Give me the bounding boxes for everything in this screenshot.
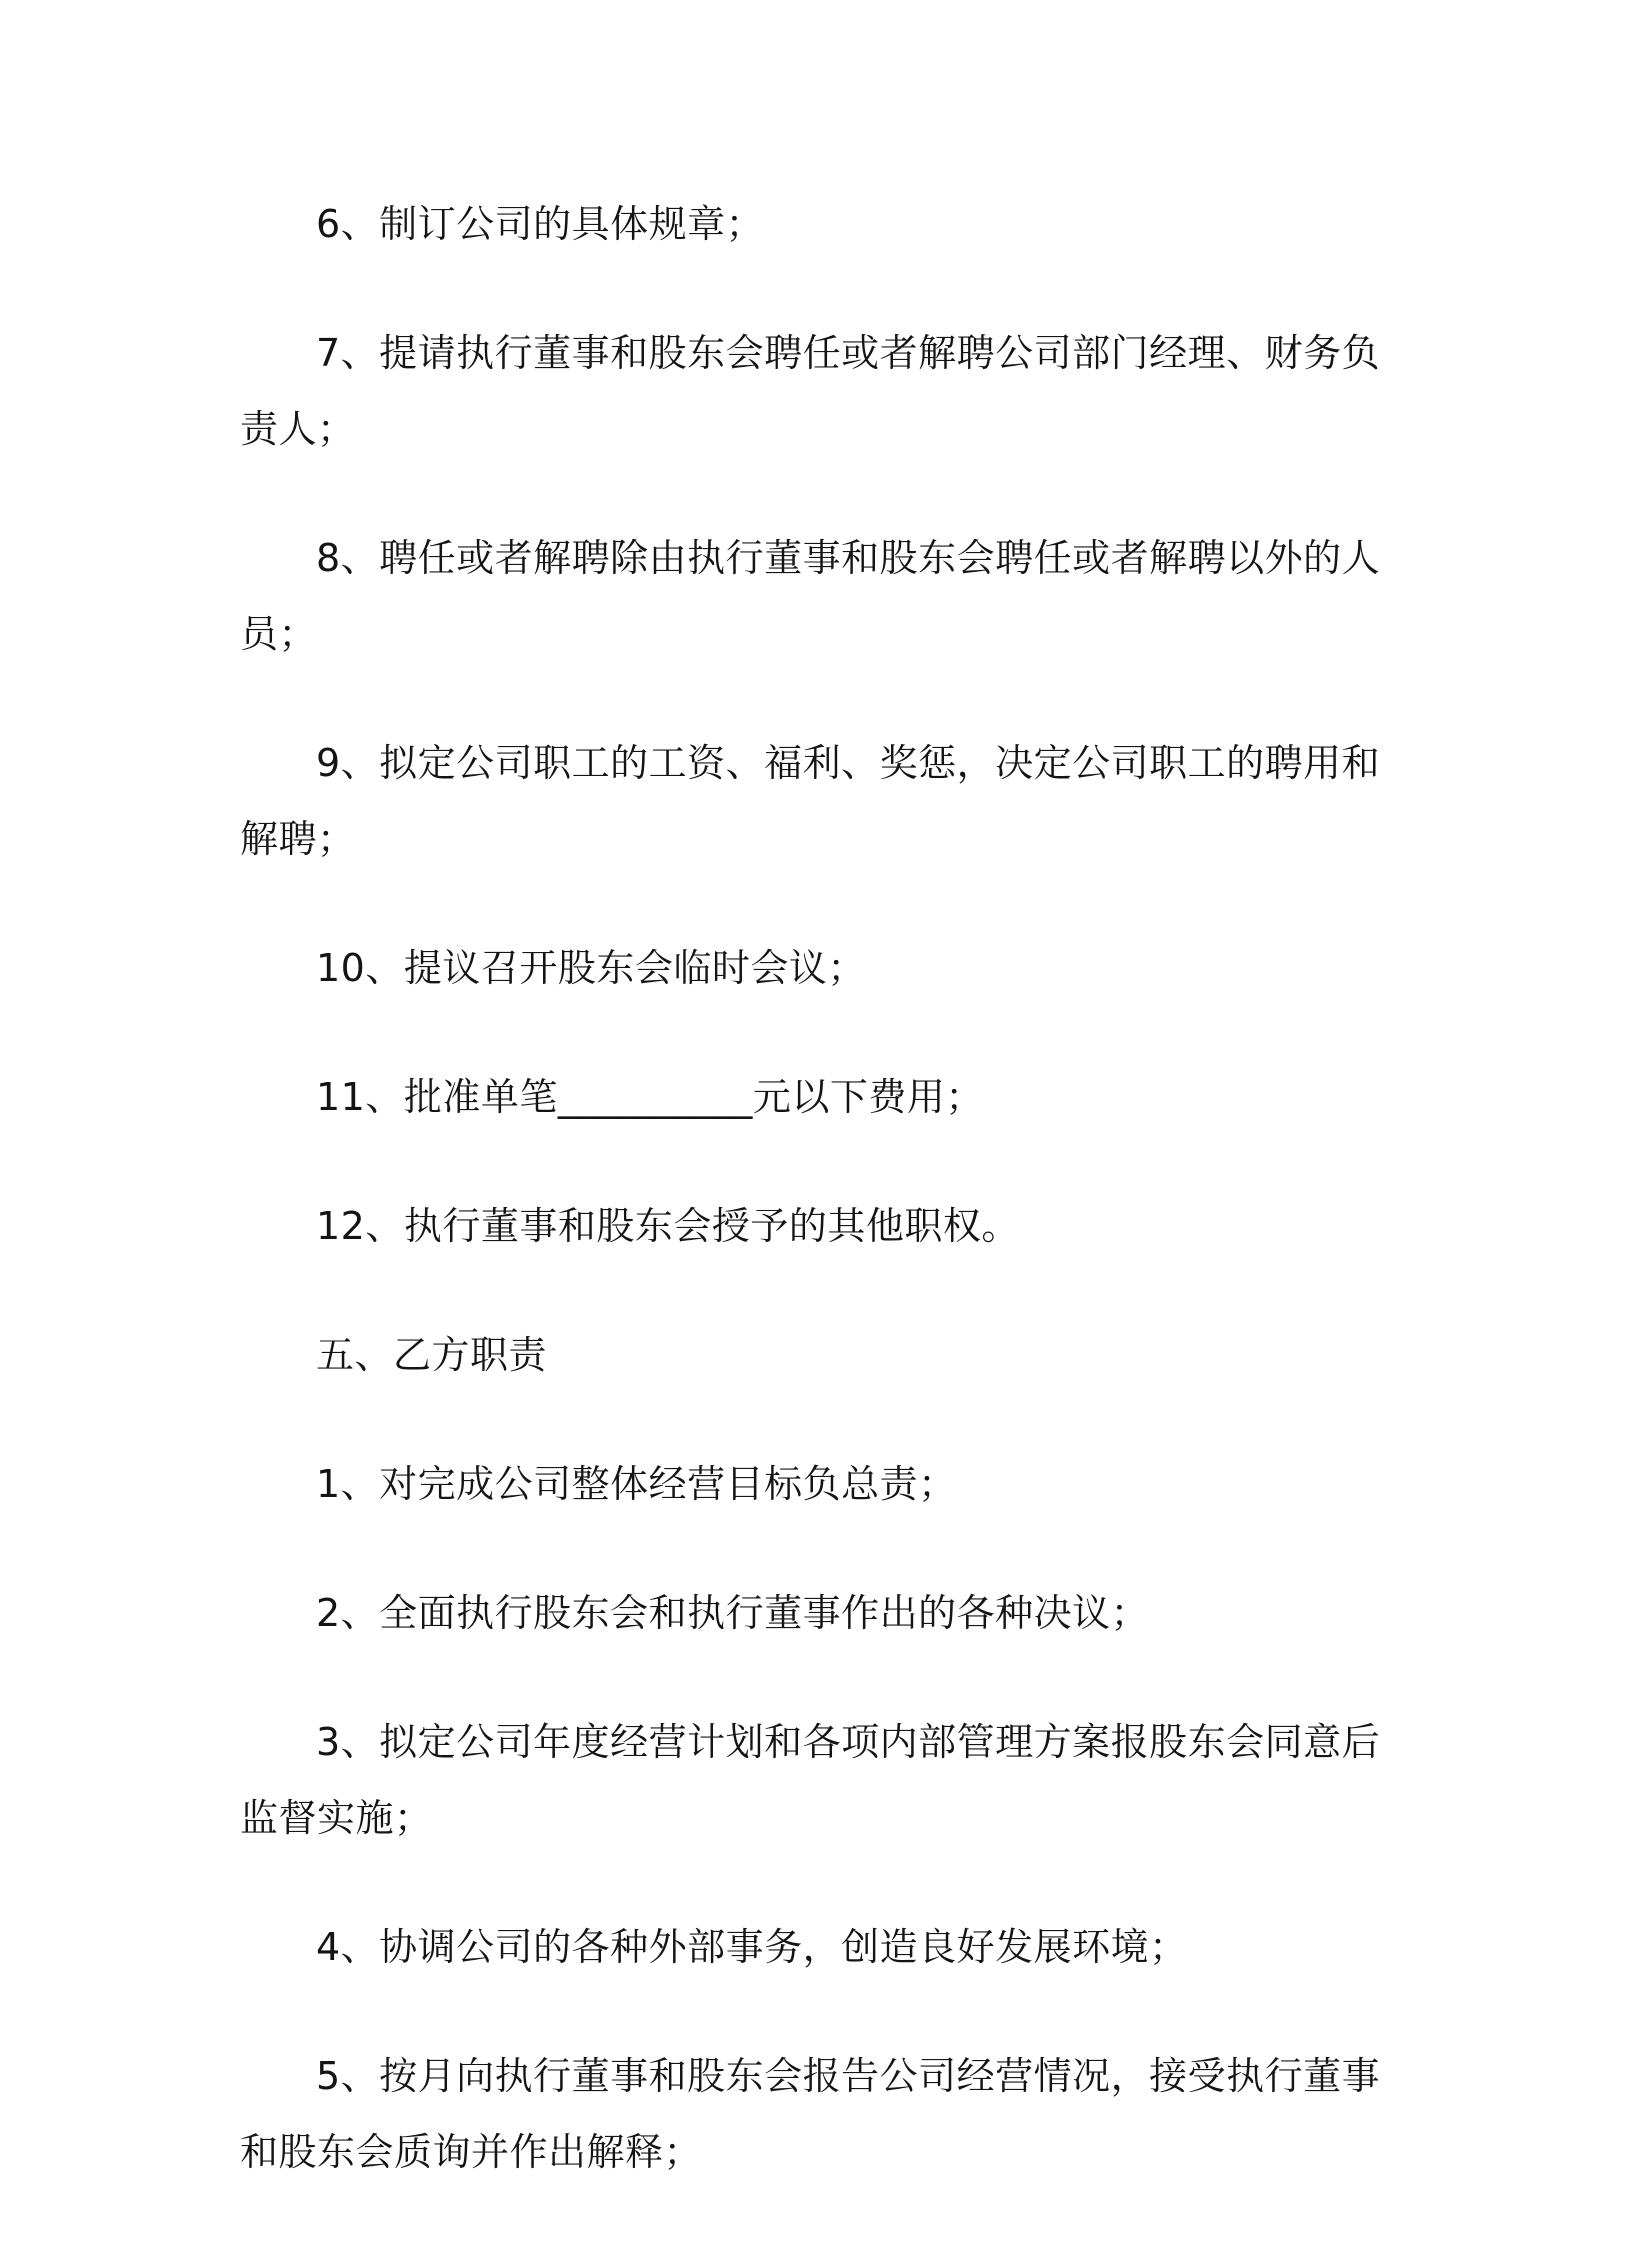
clause-9: 9、拟定公司职工的工资、福利、奖惩，决定公司职工的聘用和解聘； [240, 741, 1381, 861]
duty-3: 3、拟定公司年度经营计划和各项内部管理方案报股东会同意后监督实施； [240, 1720, 1381, 1840]
section-heading-party-b-duties: 五、乙方职责 [316, 1333, 548, 1377]
duty-4: 4、协调公司的各种外部事务，创造良好发展环境； [316, 1925, 1188, 1969]
duty-2: 2、全面执行股东会和执行董事作出的各种决议； [316, 1591, 1150, 1635]
duty-1: 1、对完成公司整体经营目标负总责； [316, 1462, 957, 1506]
document-body [240, 186, 1390, 2243]
clause-8: 8、聘任或者解聘除由执行董事和股东会聘任或者解聘以外的人员； [240, 536, 1381, 656]
clause-6: 6、制订公司的具体规章； [316, 202, 765, 246]
duty-5: 5、按月向执行董事和股东会报告公司经营情况，接受执行董事和股东会质询并作出解释； [240, 2054, 1381, 2174]
clause-12: 12、执行董事和股东会授予的其他职权。 [316, 1204, 1020, 1248]
clause-7: 7、提请执行董事和股东会聘任或者解聘公司部门经理、财务负责人； [240, 331, 1381, 451]
clause-11: 11、批准单笔__________元以下费用； [316, 1075, 984, 1119]
clause-10: 10、提议召开股东会临时会议； [316, 946, 866, 990]
